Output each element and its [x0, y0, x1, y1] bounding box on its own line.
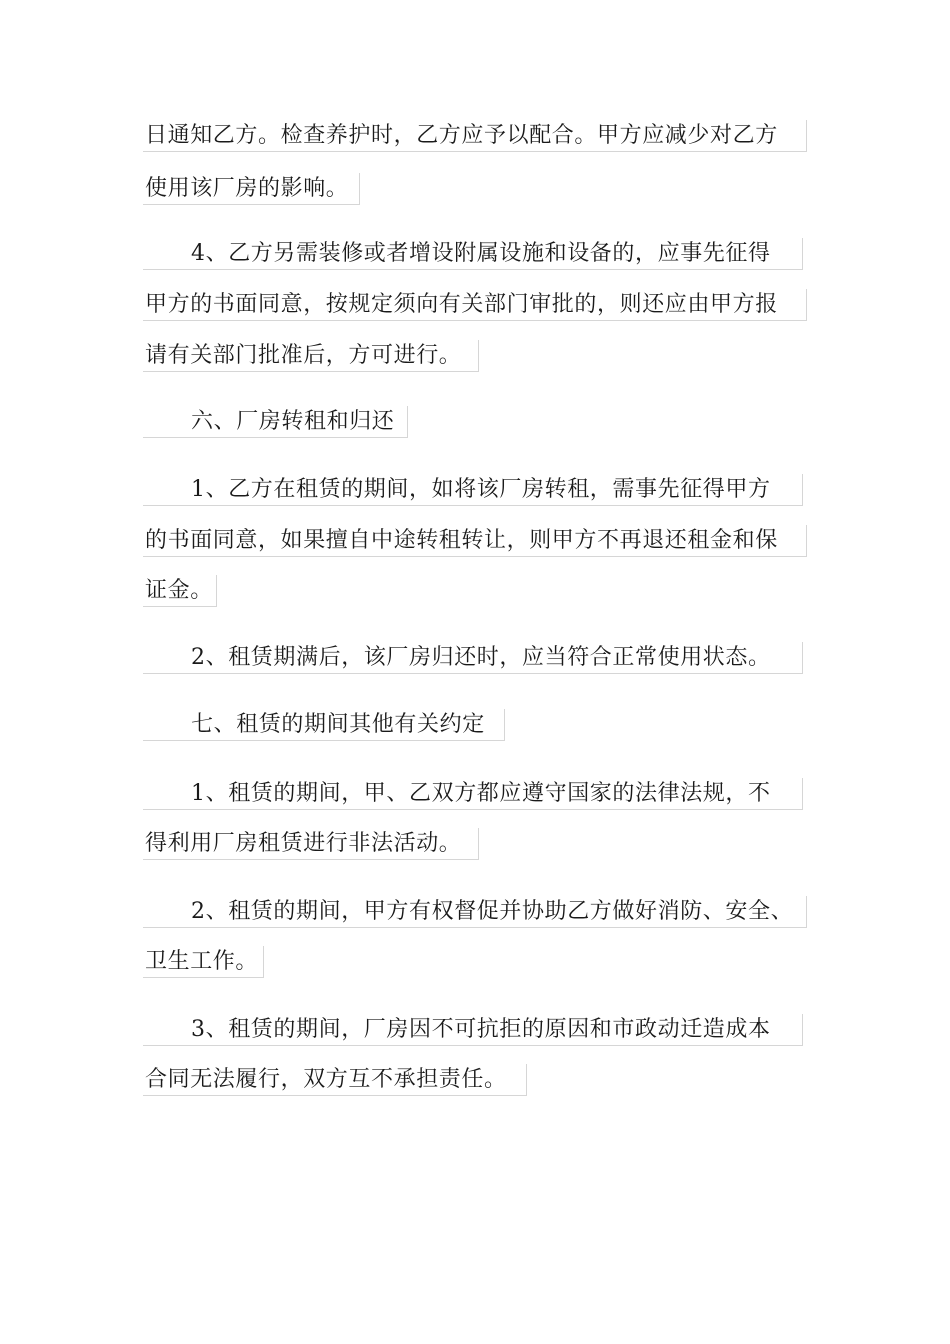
text-line: 卫生工作。: [143, 946, 264, 978]
section-heading: 六、厂房转租和归还: [143, 406, 408, 438]
text-line: 的书面同意，如果擅自中途转租转让，则甲方不再退还租金和保: [143, 525, 807, 557]
text-line: 日通知乙方。检查养护时，乙方应予以配合。甲方应减少对乙方: [143, 120, 807, 152]
text-line: 合同无法履行，双方互不承担责任。: [143, 1064, 527, 1096]
text-line: 甲方的书面同意，按规定须向有关部门审批的，则还应由甲方报: [143, 289, 807, 321]
text-line: 得利用厂房租赁进行非法活动。: [143, 828, 479, 860]
paragraph-first-line: 2、租赁期满后，该厂房归还时，应当符合正常使用状态。: [143, 642, 803, 674]
text-line: 使用该厂房的影响。: [143, 173, 360, 205]
paragraph-first-line: 1、乙方在租赁的期间，如将该厂房转租，需事先征得甲方: [143, 474, 803, 506]
section-heading: 七、租赁的期间其他有关约定: [143, 709, 505, 741]
paragraph-first-line: 3、租赁的期间，厂房因不可抗拒的原因和市政动迁造成本: [143, 1014, 803, 1046]
paragraph-first-line: 1、租赁的期间，甲、乙双方都应遵守国家的法律法规，不: [143, 778, 803, 810]
paragraph-first-line: 2、租赁的期间，甲方有权督促并协助乙方做好消防、安全、: [143, 896, 807, 928]
text-line: 请有关部门批准后，方可进行。: [143, 340, 479, 372]
paragraph-first-line: 4、乙方另需装修或者增设附属设施和设备的，应事先征得: [143, 238, 803, 270]
text-line: 证金。: [143, 575, 217, 607]
